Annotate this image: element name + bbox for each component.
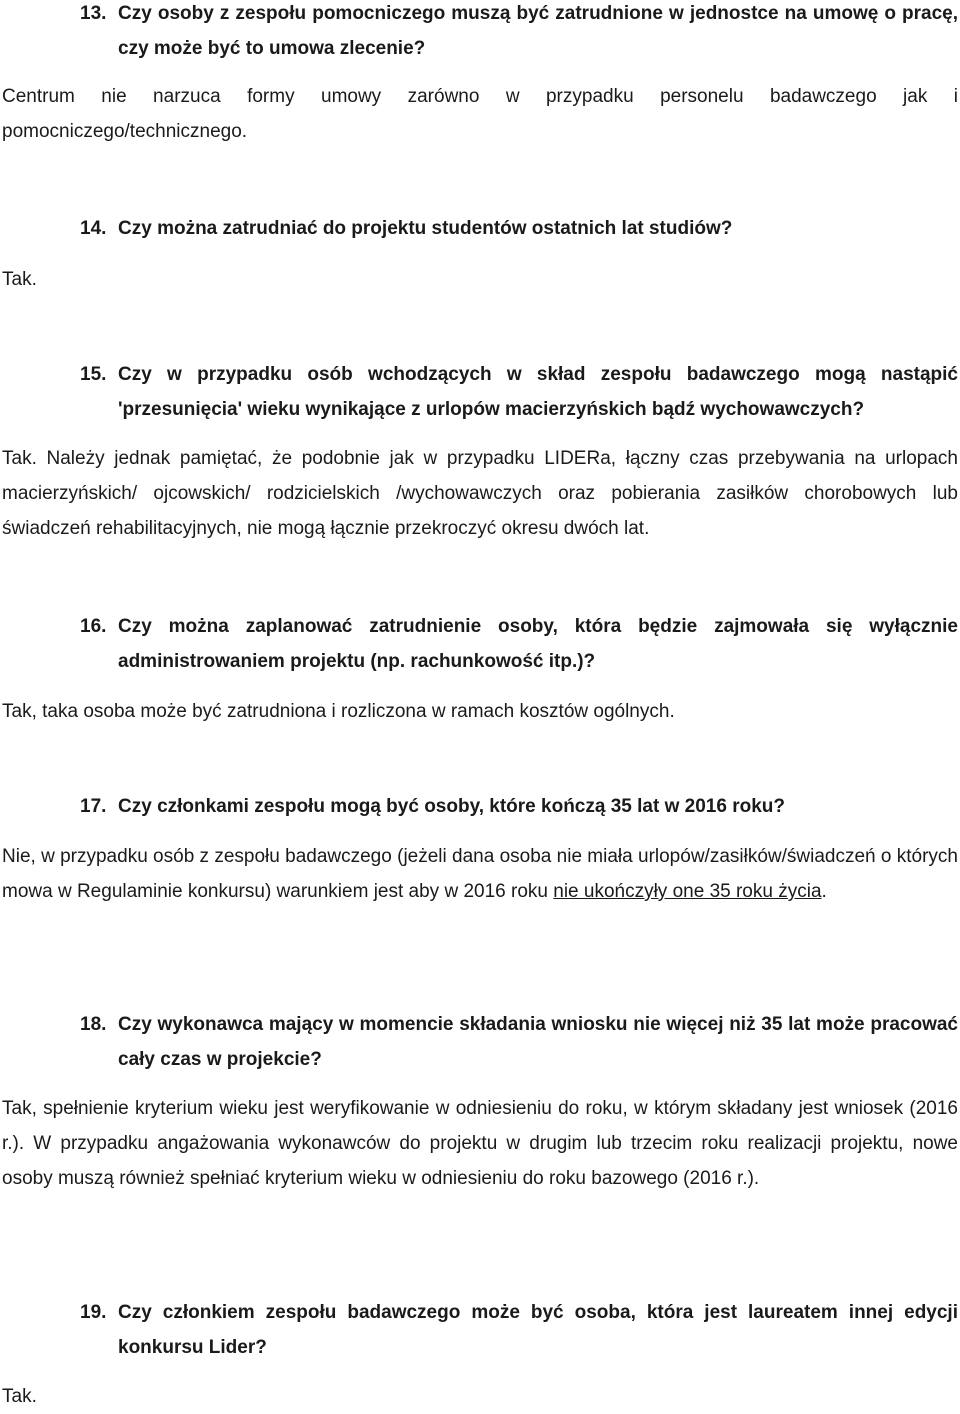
answer-15: Tak. Należy jednak pamiętać, że podobnie jak w przypadku LIDERa, łączny czas przebywania na urlopach macierzyńskich/ ojcowskich/ rodzicielskich /wychowawczych oraz pobierania zasiłków chorobowych lub świadczeń rehabilitacyjnych, nie mogą łącznie przekroczyć okresu dwóch lat.: [2, 448, 958, 539]
answer-18: Tak, spełnienie kryterium wieku jest weryfikowanie w odniesieniu do roku, w którym składany jest wniosek (2016 r.). W przypadku angażowania wykonawców do projektu w drugim lub trzecim roku realizacji projektu, nowe osoby muszą również spełniać kryterium wieku w odniesieniu do roku bazowego (2016 r.).: [2, 1098, 958, 1189]
question-15-text: Czy w przypadku osób wchodzących w skład zespołu badawczego mogą nastąpić 'przesunięcia' wieku wynikające z urlopów macierzyńskich bądź wychowawczych?: [118, 364, 958, 420]
question-17-text: Czy członkami zespołu mogą być osoby, które kończą 35 lat w 2016 roku?: [118, 796, 785, 817]
answer-17-end: .: [821, 881, 827, 902]
question-18: [80, 1007, 958, 1077]
question-19-text: Czy członkiem zespołu badawczego może być osoba, która jest laureatem innej edycji konkursu Lider?: [118, 1302, 958, 1358]
answer-13: Centrum nie narzuca formy umowy zarówno w przypadku personelu badawczego jak i pomocniczego/technicznego.: [2, 86, 958, 142]
question-17: [80, 789, 958, 824]
question-14-number: 14.: [80, 218, 107, 239]
question-16-number: 16.: [80, 616, 107, 637]
question-18-text: Czy wykonawca mający w momencie składania wniosku nie więcej niż 35 lat może pracować cały czas w projekcie?: [118, 1014, 958, 1070]
question-19-number: 19.: [80, 1302, 107, 1323]
question-14: [80, 211, 958, 246]
question-13-number: 13.: [80, 3, 107, 24]
question-19: [80, 1295, 958, 1365]
question-13: [80, 0, 958, 66]
answer-17: [2, 839, 958, 909]
question-16: [80, 609, 958, 679]
answer-17-text: Nie, w przypadku osób z zespołu badawczego (jeżeli dana osoba nie miała urlopów/zasiłków/świadczeń o których mowa w Regulaminie konkursu) warunkiem jest aby w 2016 roku: [2, 846, 958, 902]
question-18-number: 18.: [80, 1014, 107, 1035]
question-16-text: Czy można zaplanować zatrudnienie osoby, która będzie zajmowała się wyłącznie administrowaniem projektu (np. rachunkowość itp.)?: [118, 616, 958, 672]
question-15-number: 15.: [80, 364, 107, 385]
answer-17-underlined: nie ukończyły one 35 roku życia: [553, 881, 822, 902]
question-13-text: Czy osoby z zespołu pomocniczego muszą być zatrudnione w jednostce na umowę o pracę, czy może być to umowa zlecenie?: [118, 3, 958, 59]
question-14-text: Czy można zatrudniać do projektu studentów ostatnich lat studiów?: [118, 218, 733, 239]
question-17-number: 17.: [80, 796, 107, 817]
answer-14: Tak.: [2, 269, 37, 290]
answer-16: Tak, taka osoba może być zatrudniona i rozliczona w ramach kosztów ogólnych.: [2, 701, 675, 722]
question-15: [80, 357, 958, 427]
answer-19: Tak.: [2, 1386, 37, 1407]
